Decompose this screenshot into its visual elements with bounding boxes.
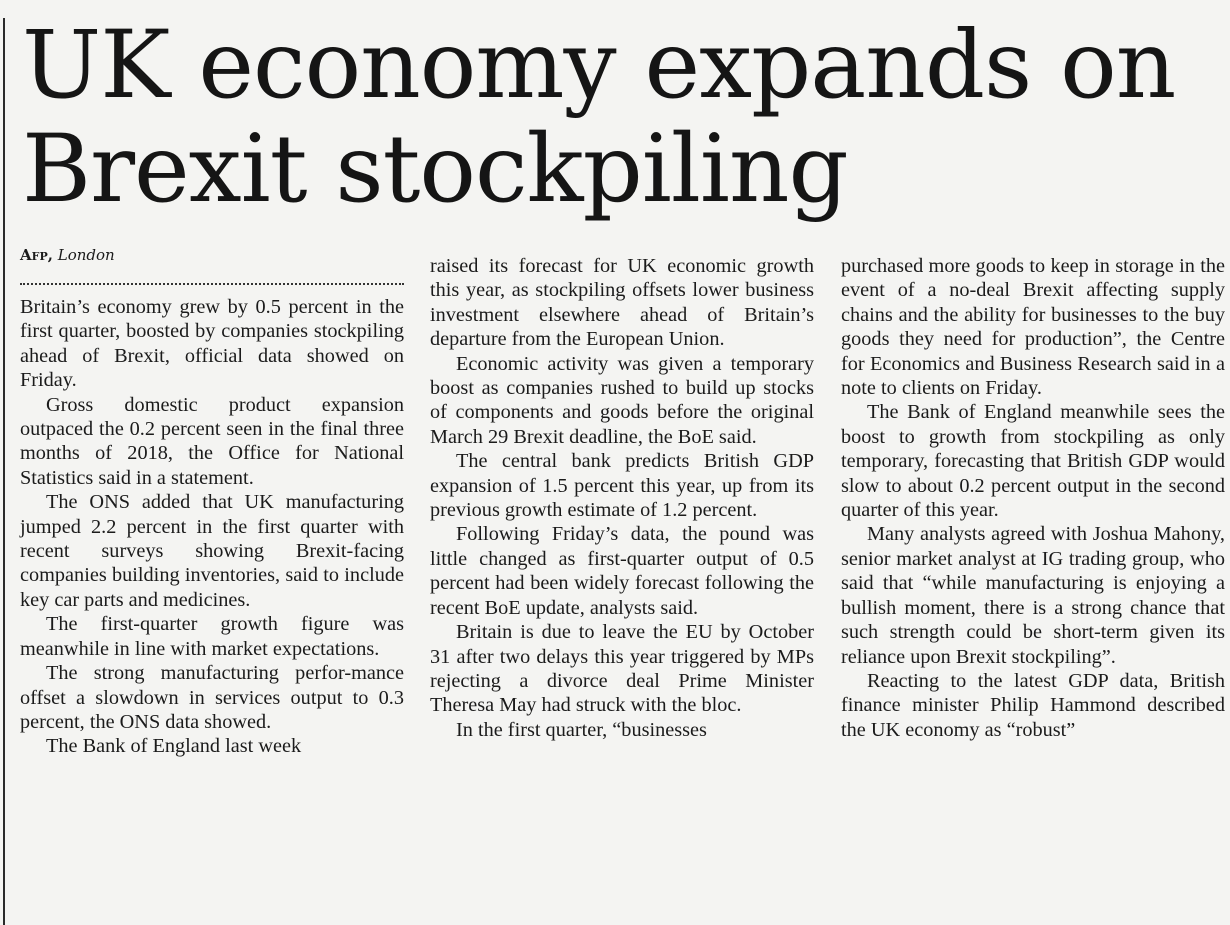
article-column-3 bbox=[841, 254, 1225, 742]
byline bbox=[20, 246, 115, 264]
paragraph: The ONS added that UK manufacturing jumped 2.2 percent in the first quarter with recent surveys showing Brexit-facing companies building inventories, said to include key car parts and medicines. bbox=[20, 491, 404, 611]
paragraph: purchased more goods to keep in storage in the event of a no-deal Brexit affecting supply chains and the ability for businesses to the buy goods they need for production”, the Centre for Economics and Business Research said in a note to clients on Friday. bbox=[841, 255, 1225, 400]
left-column-rule bbox=[3, 18, 5, 925]
paragraph: In the first quarter, “businesses bbox=[456, 718, 707, 741]
byline-agency: Afp, bbox=[20, 246, 53, 264]
paragraph: Economic activity was given a temporary boost as companies rushed to build up stocks of components and goods before the original March 29 Brexit deadline, the BoE said. bbox=[430, 352, 814, 448]
paragraph: Gross domestic product expansion outpaced the 0.2 percent seen in the final three months of 2018, the Office for National Statistics said in a statement. bbox=[20, 393, 404, 489]
paragraph: Reacting to the latest GDP data, British finance minister Philip Hammond described the UK economy as “robust” bbox=[841, 669, 1225, 741]
paragraph: The central bank predicts British GDP expansion of 1.5 percent this year, up from its previous growth estimate of 1.2 percent. bbox=[430, 450, 814, 522]
byline-location: London bbox=[57, 246, 115, 264]
headline bbox=[22, 11, 1222, 224]
paragraph: The strong manufacturing perfor-mance offset a slowdown in services output to 0.3 percent, the ONS data showed. bbox=[20, 662, 404, 733]
article-column-2 bbox=[430, 254, 814, 742]
paragraph: The first-quarter growth figure was meanwhile in line with market expectations. bbox=[20, 613, 404, 660]
paragraph: Britain’s economy grew by 0.5 percent in the first quarter, boosted by companies stockpiling ahead of Brexit, official data showed on Friday. bbox=[20, 296, 404, 392]
headline-line-1: UK economy expands on bbox=[22, 11, 1176, 120]
dotted-divider bbox=[20, 283, 404, 285]
paragraph: Following Friday’s data, the pound was little changed as first-quarter output of 0.5 percent had been widely forecast following the recent BoE update, analysts said. bbox=[430, 523, 814, 619]
article-column-1 bbox=[20, 295, 404, 759]
headline-line-2: Brexit stockpiling bbox=[22, 115, 848, 224]
paragraph: Britain is due to leave the EU by October 31 after two delays this year triggered by MPs rejecting a divorce deal Prime Minister Theresa May had struck with the bloc. bbox=[430, 621, 814, 717]
paragraph: The Bank of England last week bbox=[46, 735, 302, 758]
paragraph: Many analysts agreed with Joshua Mahony, senior market analyst at IG trading group, who said that “while manufacturing is enjoying a bullish moment, there is a strong chance that such strength could be short-term given its reliance upon Brexit stockpiling”. bbox=[841, 523, 1225, 668]
paragraph: raised its forecast for UK economic growth this year, as stockpiling offsets lower business investment elsewhere ahead of Britain’s departure from the European Union. bbox=[430, 255, 814, 351]
paragraph: The Bank of England meanwhile sees the boost to growth from stockpiling as only temporary, forecasting that British GDP would slow to about 0.2 percent output in the second quarter of this year. bbox=[841, 401, 1225, 522]
